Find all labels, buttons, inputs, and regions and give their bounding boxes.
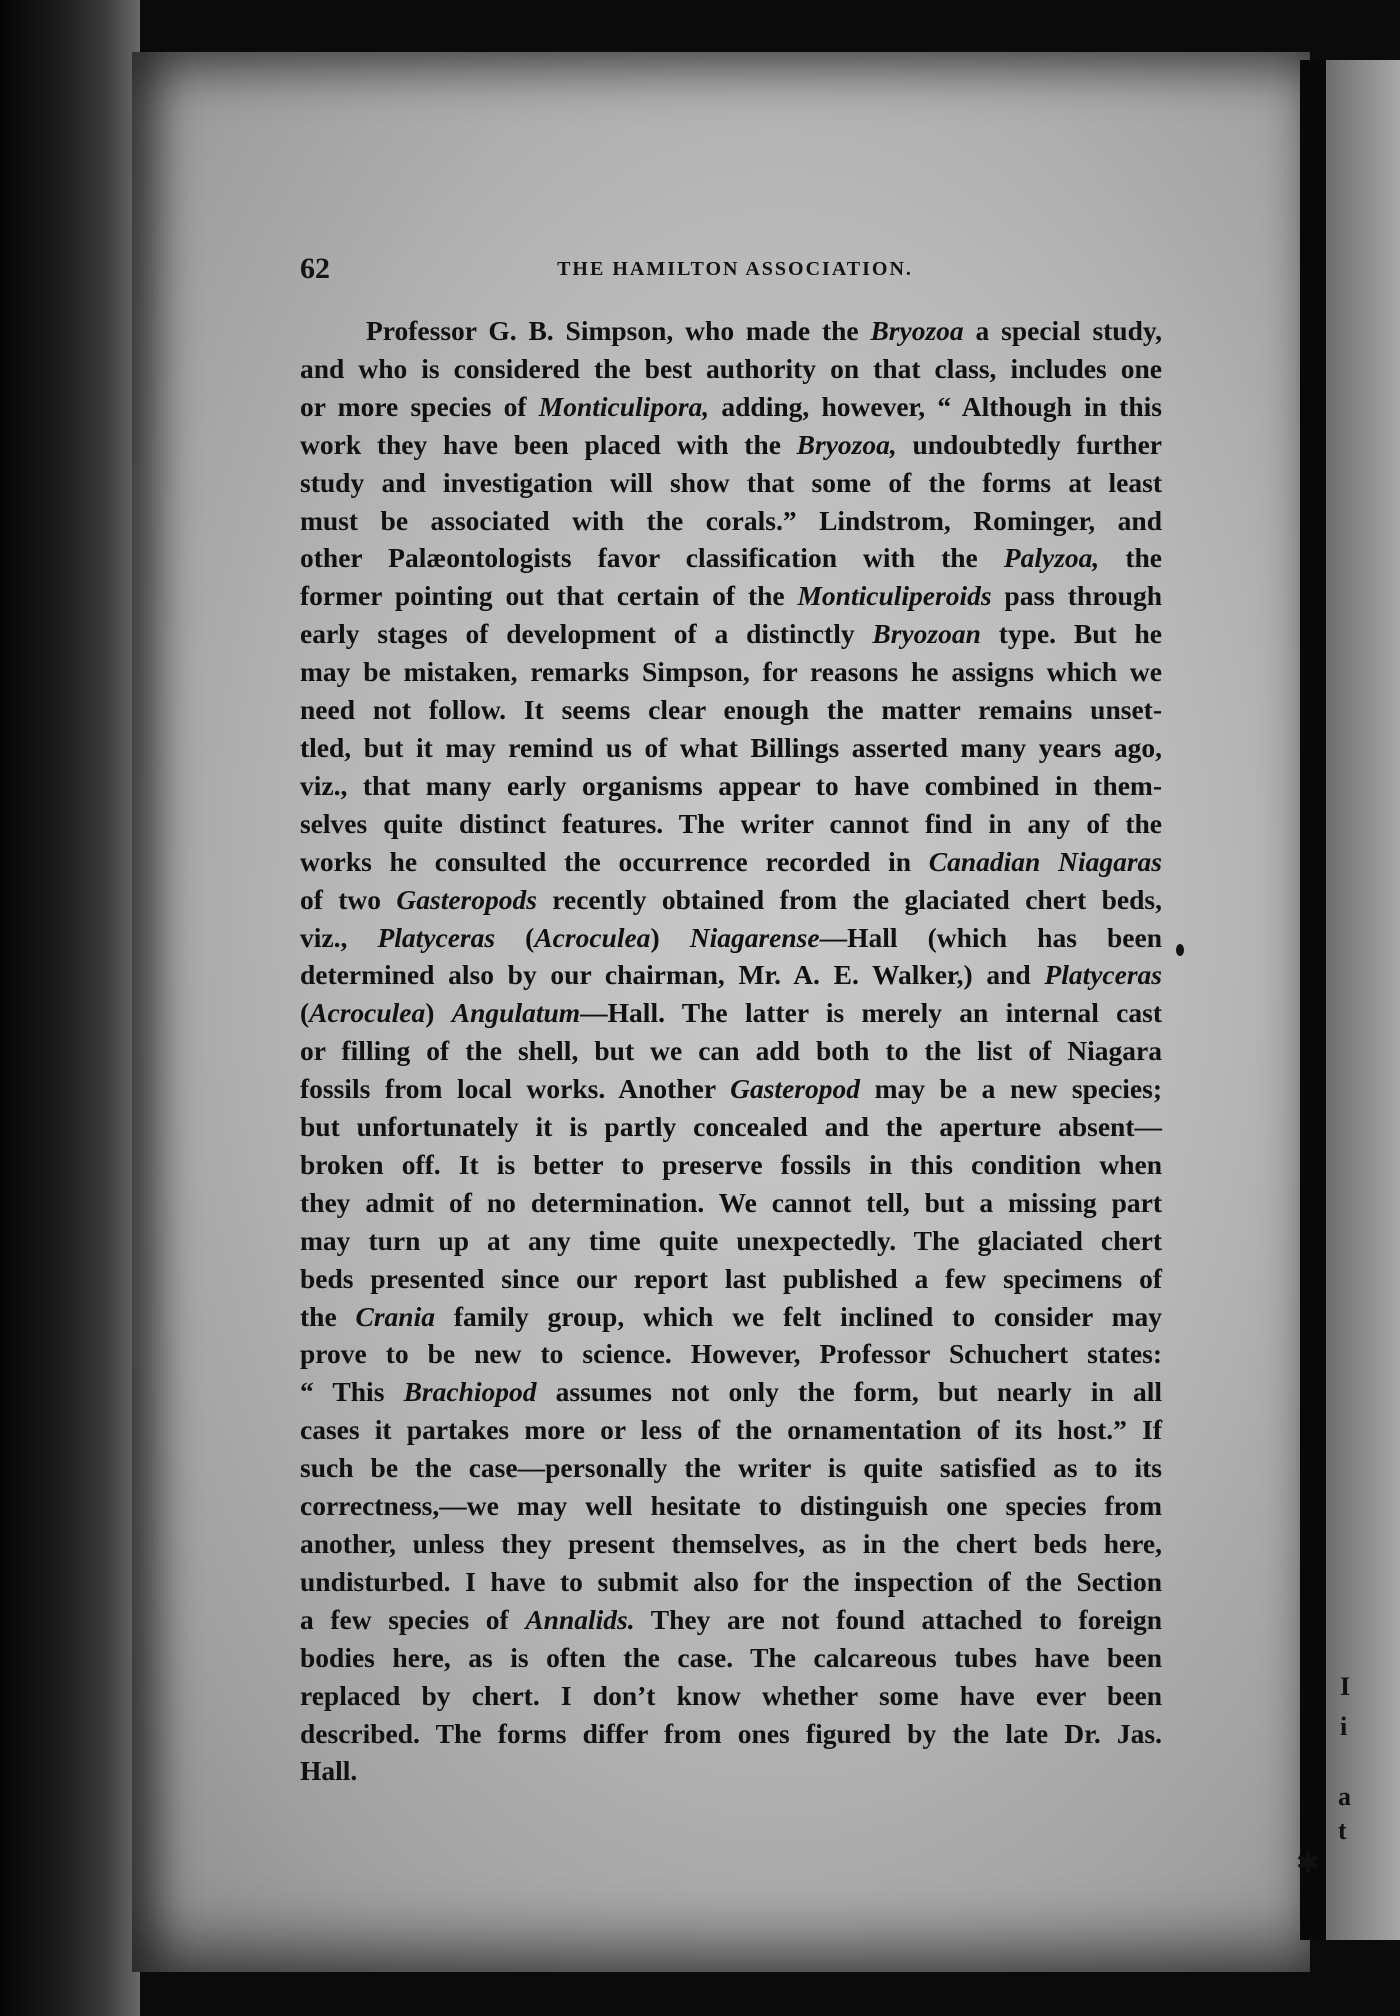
text-line: former pointing out that certain of the Monticuliperoids pass through [300,580,1162,612]
text-line: viz., that many early organisms appear to have combined in them- [300,769,1162,801]
text-line: tled, but it may remind us of what Billings asserted many years ago, [300,731,1162,763]
text-line: but unfortunately it is partly concealed and the aperture absent— [300,1111,1162,1143]
italic-term: Monticuliperoids [797,580,992,612]
italic-term: Crania [355,1300,435,1332]
text-line: study and investigation will show that some of the forms at least [300,466,1162,498]
page-header [300,252,1170,292]
text-line: may be mistaken, remarks Simpson, for reasons he assigns which we [300,656,1162,688]
text-line: viz., Platyceras (Acroculea) Niagarense—Hall (which has been [300,921,1162,953]
running-head: THE HAMILTON ASSOCIATION. [557,258,913,280]
text-line: and who is considered the best authority on that class, includes one [300,352,1162,384]
text-line: beds presented since our report last published a few specimens of [300,1262,1162,1294]
text-line: “ This Brachiopod assumes not only the form, but nearly in all [300,1376,1162,1408]
text-line: or more species of Monticulipora, adding, however, “ Although in this [300,390,1162,422]
text-line: other Palæontologists favor classification with the Palyzoa, the [300,542,1162,574]
text-line: determined also by our chairman, Mr. A. E. Walker,) and Platyceras [300,959,1162,991]
text-line: another, unless they present themselves, as in the chert beds here, [300,1528,1162,1559]
text-line: or filling of the shell, but we can add both to the list of Niagara [300,1035,1162,1067]
italic-term: Niagarense [689,921,820,953]
text-line: of two Gasteropods recently obtained from the glaciated chert beds, [300,883,1162,915]
text-line: described. The forms differ from ones figured by the late Dr. Jas. [300,1717,1162,1749]
page-gutter [1300,60,1326,1940]
text-line: the Crania family group, which we felt inclined to consider may [300,1300,1162,1332]
text-line: correctness,—we may well hesitate to distinguish one species from [300,1490,1162,1522]
text-line: prove to be new to science. However, Professor Schuchert states: [300,1338,1162,1370]
text-line: must be associated with the corals.” Lindstrom, Rominger, and [300,504,1162,536]
italic-term: Acroculea [309,997,426,1029]
text-line: Hall. [300,1755,358,1787]
adjacent-page-fragment: t [1338,1816,1347,1845]
italic-term: Bryozoa [870,315,964,346]
margin-ink-mark [1176,944,1184,956]
adjacent-page-fragment: I [1340,1672,1351,1701]
text-line: works he consulted the occurrence recorded in Canadian Niagaras [300,845,1162,877]
page-number: 62 [300,252,330,285]
adjacent-page-fragment: a [1338,1782,1351,1811]
italic-term: Canadian Niagaras [928,845,1162,877]
italic-term: Acroculea [534,921,651,953]
text-line: they admit of no determination. We cannot tell, but a missing part [300,1186,1162,1218]
body-text [300,312,1162,1790]
adjacent-page-fragment: i [1340,1712,1348,1741]
text-line: a few species of Annalids. They are not found attached to foreign [300,1603,1162,1635]
text-line: cases it partakes more or less of the ornamentation of its host.” If [300,1414,1162,1446]
text-line: undisturbed. I have to submit also for the inspection of the Section [300,1565,1162,1597]
italic-term: Gasteropods [396,883,537,915]
text-line: such be the case—personally the writer is quite satisfied as to its [300,1452,1162,1484]
text-line: broken off. It is better to preserve fossils in this condition when [300,1148,1162,1180]
italic-term: Gasteropod [730,1073,860,1105]
text-line: selves quite distinct features. The writer cannot find in any of the [300,807,1162,839]
text-line: may turn up at any time quite unexpectedly. The glaciated chert [300,1224,1162,1256]
text-line: fossils from local works. Another Gasteropod may be a new species; [300,1073,1162,1105]
italic-term: Annalids. [525,1603,635,1635]
text-line: need not follow. It seems clear enough the matter remains unset- [300,694,1162,726]
italic-term: Platyceras [1044,959,1162,991]
text-line: bodies here, as is often the case. The calcareous tubes have been [300,1641,1162,1673]
text-line: (Acroculea) Angulatum—Hall. The latter is merely an internal cast [300,997,1162,1029]
italic-term: Bryozoa, [796,428,897,460]
text-line: replaced by chert. I don’t know whether some have ever been [300,1679,1162,1711]
text-line: early stages of development of a distinctly Bryozoan type. But he [300,618,1163,650]
italic-term: Platyceras [377,921,496,953]
book-binding-shadow [0,0,140,2016]
text-line: Professor G. B. Simpson, who made the Bryozoa a special study, [366,315,1162,346]
italic-term: Bryozoan [872,618,981,650]
italic-term: Monticulipora, [538,390,710,422]
text-line: work they have been placed with the Bryozoa, undoubtedly further [300,428,1162,460]
italic-term: Angulatum [451,997,581,1029]
italic-term: Brachiopod [403,1376,537,1408]
italic-term: Palyzoa, [1003,542,1100,574]
ink-smudge: ✱ [1296,1846,1320,1879]
adjacent-page-edge [1326,60,1400,1940]
